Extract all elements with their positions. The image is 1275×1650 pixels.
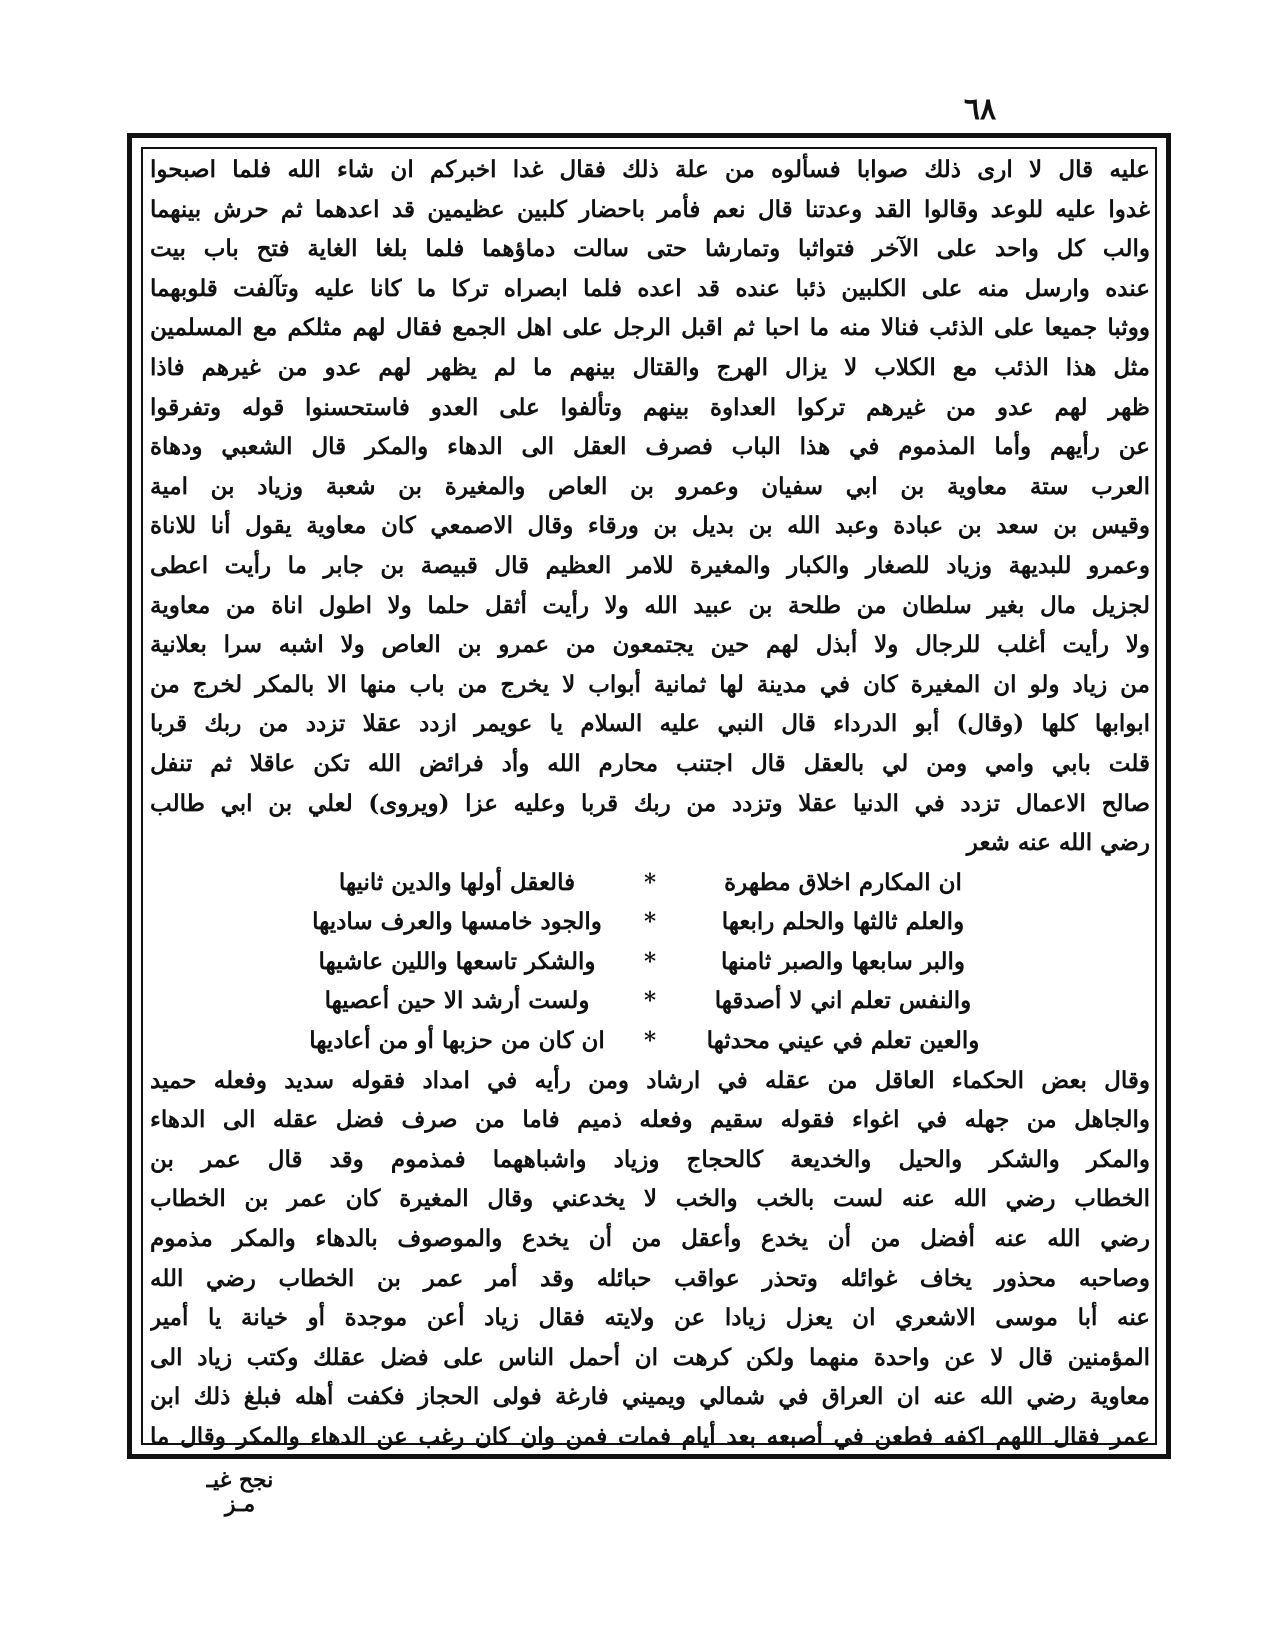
text-line: والجاهل من جهله في اغواء فقوله سقيم وفعله ذميم فاما من صرف فضل عقله الى الدهاء bbox=[150, 1106, 1150, 1134]
text-line: ولا رأيت أغلب للرجال ولا أبذل لهم حين يجتمعون من عمرو بن العاص ولا اشبه سرا بعلانية bbox=[150, 631, 1150, 659]
text-line: لجزيل مال بغير سلطان من طلحة بن عبيد الله ولا رأيت أثقل حلما ولا اطول اناة من معاوية bbox=[150, 591, 1150, 619]
verse-line bbox=[150, 981, 1150, 1021]
text-line: وصاحبه محذور يخاف غوائله وتحذر عواقب حبائله وقد أمر عمر بن الخطاب رضي الله bbox=[150, 1264, 1150, 1292]
verse-second-hemistich: ان كان من حزبها أو من أعاديها bbox=[309, 1027, 605, 1055]
text-line: عنده وارسل منه على الكلبين ذئبا عنده قد اعده فلما ابصراه تركا ما كانا عليه وتآلفت قلوبهما bbox=[150, 274, 1150, 302]
verse-first-hemistich: والبر سابعها والصبر ثامنها bbox=[721, 947, 965, 975]
text-line: غدوا عليه للوعد وقالوا القد وعدتنا قال نعم فأمر باحضار كلبين عظيمين قد اعدهما ثم حرش بينهما bbox=[150, 195, 1150, 223]
verse-second-hemistich: والشكر تاسعها واللين عاشيها bbox=[318, 947, 596, 975]
verse-line bbox=[150, 942, 1150, 982]
text-line: الخطاب رضي الله عنه لست بالخب والخب لا يخدعني وقال المغيرة كان عمر بن الخطاب bbox=[150, 1185, 1150, 1213]
verse-separator: * bbox=[643, 947, 657, 975]
text-line: والب كل واحد على الآخر فتواثبا وتمارشا حتى سالت دماؤهما فلما بلغا الغاية فتح باب بيت bbox=[150, 235, 1150, 263]
verse-separator: * bbox=[643, 908, 657, 936]
text-line: قلت بابي وامي ومن لي بالعقل قال اجتنب محارم الله وأد فرائض الله تكن عاقلا ثم تنفل bbox=[150, 749, 1150, 777]
text-line: عمر فقال اللهم اكفه فطعن في أصبعه بعد أيام فمات فمن وان كان رغب عن الدهاء والمكر وقال ما bbox=[150, 1423, 1150, 1450]
text-line: العرب ستة معاوية بن ابي سفيان وعمرو بن العاص والمغيرة بن شعبة وزياد بن امية bbox=[150, 472, 1150, 500]
verse-separator: * bbox=[643, 1027, 657, 1055]
text-line: مثل هذا الذئب مع الكلاب لا يزال الهرج والقتال بينهم ما لم يظهر لهم عدو من غيرهم فاذا bbox=[150, 353, 1150, 381]
verse-first-hemistich: والنفس تعلم اني لا أصدقها bbox=[714, 987, 972, 1015]
text-line: عنه أبا موسى الاشعري ان يعزل زيادا عن ولايته فقال زياد أعن موجدة أو خيانة يا أمير bbox=[150, 1304, 1150, 1332]
text-line: من زياد ولو ان المغيرة كان في مدينة لها ثمانية أبواب لا يخرج من باب منها الا بالمكر لخرج من bbox=[150, 670, 1150, 698]
verse-separator: * bbox=[643, 868, 657, 896]
text-line: رضي الله عنه شعر bbox=[966, 829, 1150, 857]
text-line: ابوابها كلها (وقال) أبو الدرداء قال النبي عليه السلام يا عويمر ازدد عقلا تزدد من ربك قربا bbox=[150, 710, 1150, 738]
verse-first-hemistich: ان المكارم اخلاق مطهرة bbox=[724, 868, 962, 896]
verse-second-hemistich: ولست أرشد الا حين أعصيها bbox=[324, 987, 590, 1015]
text-line: المؤمنين قال لا عن واحدة منهما ولكن كرهت ان أحمل الناس على فضل عقلك وكتب زياد الى bbox=[150, 1343, 1150, 1371]
page-number: ٦٨ bbox=[963, 92, 997, 127]
text-line: وقال بعض الحكماء العاقل من عقله في ارشاد ومن رأيه في امداد فقوله سديد وفعله حميد bbox=[150, 1066, 1150, 1094]
text-line: وعمرو للبديهة وزياد للصغار والكبار والمغيرة للامر العظيم قال قبيصة بن جابر ما رأيت اعطى bbox=[150, 551, 1150, 579]
text-line: ظهر لهم عدو من غيرهم تركوا العداوة بينهم وتألفوا على العدو فاستحسنوا قوله وتفرقوا bbox=[150, 393, 1150, 421]
verse-separator: * bbox=[643, 987, 657, 1015]
text-line: عن رأيهم وأما المذموم في هذا الباب فصرف العقل الى الدهاء والمكر قال الشعبي ودهاة bbox=[150, 433, 1150, 461]
verse-second-hemistich: والجود خامسها والعرف ساديها bbox=[312, 908, 602, 936]
catchword: نجح غيـ مـز bbox=[206, 1467, 274, 1517]
text-line: معاوية رضي الله عنه ان العراق في شمالي ويميني فارغة فولى الحجاز فكفت أهله فبلغ ذلك ابن bbox=[150, 1383, 1150, 1411]
verse-first-hemistich: والعين تعلم في عيني محدثها bbox=[706, 1027, 980, 1055]
text-block bbox=[150, 150, 1150, 1457]
text-line: عليه قال لا ارى ذلك صوابا فسألوه من علة ذلك فقال غدا اخبركم ان شاء الله فلما اصبحوا bbox=[150, 156, 1150, 183]
text-line: رضي الله عنه أفضل من أن يخدع وأعقل من أن يخدع والموصوف بالدهاء والمكر مذموم bbox=[150, 1225, 1150, 1253]
text-line: صالح الاعمال تزدد في الدنيا عقلا وتزدد من ربك قربا وعليه عزا (ويروى) لعلي بن ابي طالب bbox=[150, 789, 1150, 817]
verse-line bbox=[150, 863, 1150, 903]
verse-second-hemistich: فالعقل أولها والدين ثانيها bbox=[338, 868, 576, 896]
verse-first-hemistich: والعلم ثالثها والحلم رابعها bbox=[721, 908, 965, 936]
text-line: وقيس بن سعد بن عبادة وعبد الله بن بديل بن ورقاء وقال الاصمعي كان معاوية يقول أنا للاناة bbox=[150, 512, 1150, 540]
verse-line bbox=[150, 1021, 1150, 1061]
text-line: والمكر والشكر والحيل والخديعة كالحجاج وزياد واشباههما فمذموم وقد قال عمر بن bbox=[150, 1145, 1150, 1173]
text-line: ووثبا جميعا على الذئب فنالا منه ما احبا ثم اقبل الرجل على اهل الجمع فقال لهم مثلكم مع المسلمين bbox=[150, 314, 1150, 342]
verse-line bbox=[150, 902, 1150, 942]
